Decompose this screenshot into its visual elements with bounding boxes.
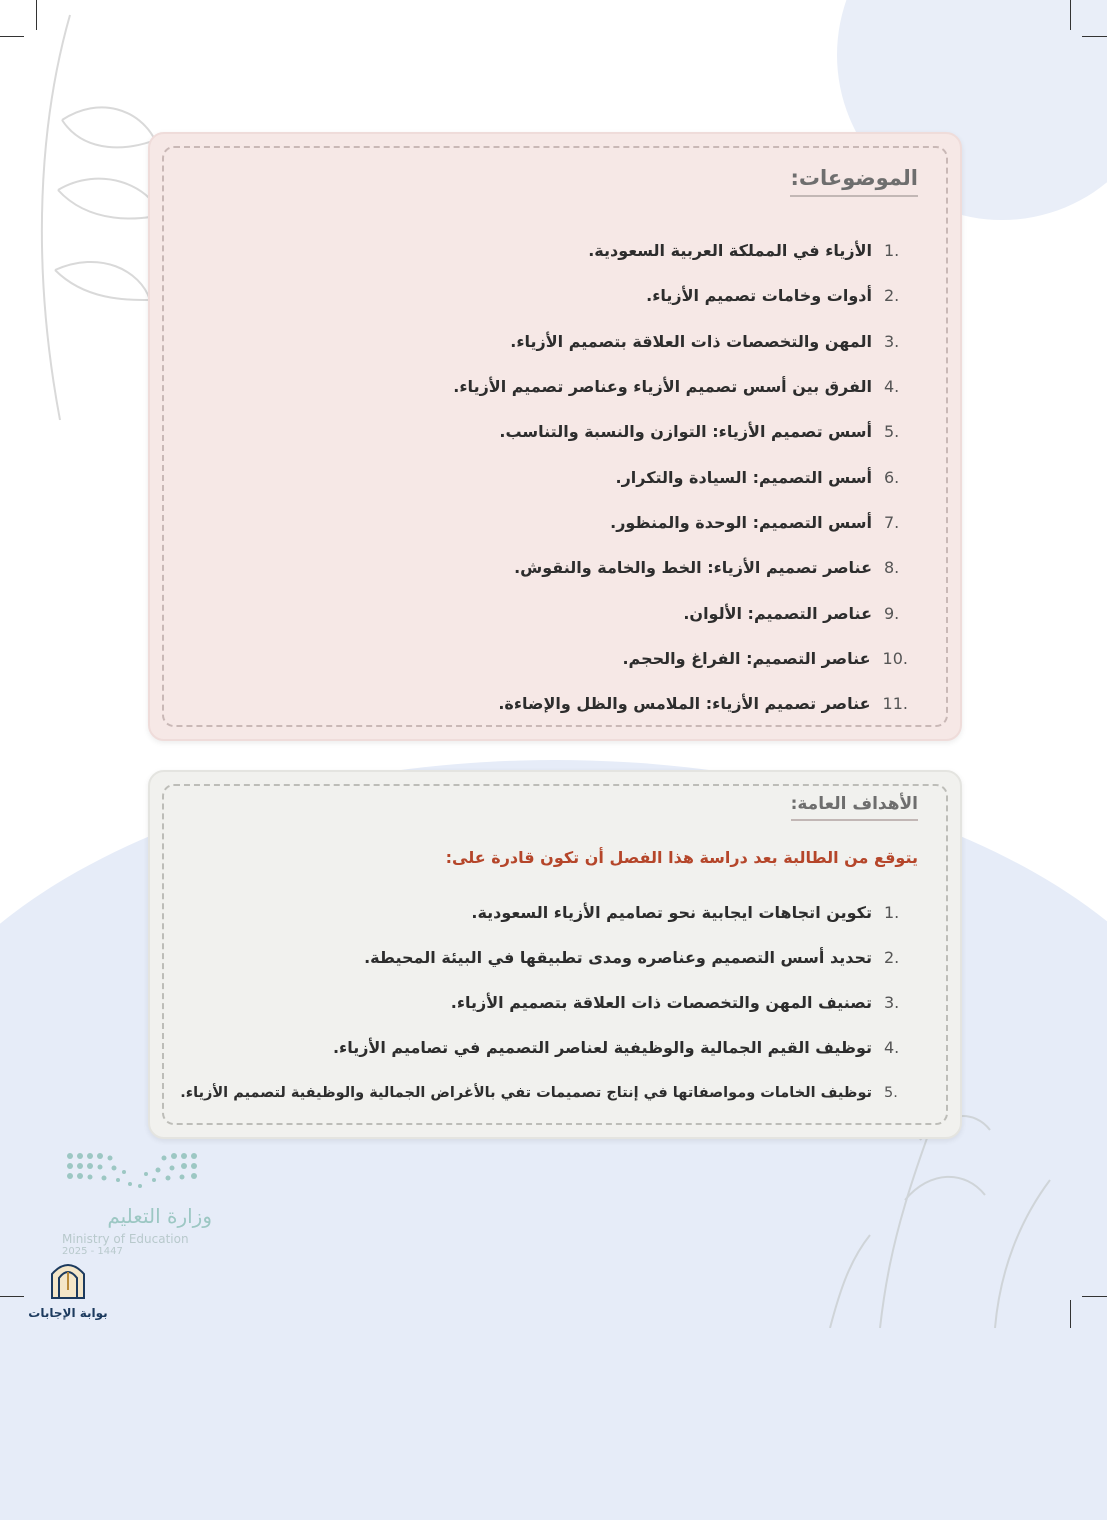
item-text: عناصر تصميم الأزياء: الخط والخامة والنقوش. bbox=[514, 558, 872, 578]
item-text: الفرق بين أسس تصميم الأزياء وعناصر تصميم الأزياء. bbox=[453, 377, 872, 397]
crop-mark bbox=[36, 0, 37, 30]
item-number: 3. bbox=[884, 993, 900, 1012]
item-text: عناصر التصميم: الألوان. bbox=[683, 603, 872, 623]
item-text: أسس التصميم: الوحدة والمنظور. bbox=[610, 512, 872, 532]
watermark-label: بوابة الإجابات bbox=[28, 1306, 108, 1320]
item-number: 5. bbox=[884, 422, 900, 442]
ministry-dots-icon bbox=[62, 1150, 202, 1194]
topics-item bbox=[453, 228, 908, 273]
item-number: 4. bbox=[884, 377, 900, 397]
topics-item bbox=[453, 500, 908, 545]
crop-mark bbox=[1070, 1300, 1071, 1328]
ministry-year: 2025 - 1447 bbox=[62, 1246, 123, 1257]
crop-mark bbox=[1082, 36, 1107, 37]
item-text: عناصر التصميم: الفراغ والحجم. bbox=[622, 648, 871, 668]
topics-heading: الموضوعات: bbox=[790, 166, 918, 197]
item-number: 5. bbox=[884, 1084, 898, 1101]
item-text: توظيف الخامات ومواصفاتها في إنتاج تصميمات تفي بالأغراض الجمالية والوظيفية لتصميم الأزياء. bbox=[180, 1084, 872, 1101]
topics-item bbox=[453, 636, 908, 681]
topics-item bbox=[453, 409, 908, 454]
goals-item bbox=[180, 890, 908, 935]
item-text: الأزياء في المملكة العربية السعودية. bbox=[588, 241, 872, 261]
topics-item bbox=[453, 590, 908, 635]
topics-item bbox=[453, 681, 908, 726]
crop-mark bbox=[0, 1296, 24, 1297]
item-number: 3. bbox=[884, 331, 900, 351]
topics-item bbox=[453, 364, 908, 409]
item-number: 9. bbox=[884, 603, 900, 623]
goals-list bbox=[180, 890, 908, 1115]
item-number: 2. bbox=[884, 948, 900, 967]
item-number: 8. bbox=[884, 558, 900, 578]
ministry-arabic: وزارة التعليم bbox=[107, 1204, 212, 1228]
item-text: عناصر تصميم الأزياء: الملامس والظل والإضاءة. bbox=[498, 694, 871, 714]
item-number: 1. bbox=[884, 903, 900, 922]
goals-item bbox=[180, 1070, 908, 1115]
topics-item bbox=[453, 545, 908, 590]
topics-list bbox=[453, 228, 908, 726]
ministry-logo bbox=[62, 1150, 212, 1257]
goals-item bbox=[180, 1025, 908, 1070]
item-text: توظيف القيم الجمالية والوظيفية لعناصر التصميم في تصاميم الأزياء. bbox=[332, 1038, 872, 1057]
item-number: 10. bbox=[882, 648, 908, 668]
item-number: 1. bbox=[884, 241, 900, 261]
item-number: 4. bbox=[884, 1038, 900, 1057]
item-text: تحديد أسس التصميم وعناصره ومدى تطبيقها في البيئة المحيطة. bbox=[364, 948, 872, 967]
topics-item bbox=[453, 319, 908, 364]
item-number: 11. bbox=[882, 694, 908, 714]
crop-mark bbox=[1070, 0, 1071, 30]
item-number: 6. bbox=[884, 467, 900, 487]
topics-item bbox=[453, 273, 908, 318]
item-text: أدوات وخامات تصميم الأزياء. bbox=[646, 286, 872, 306]
crop-mark bbox=[0, 36, 24, 37]
item-text: أسس التصميم: السيادة والتكرار. bbox=[615, 467, 872, 487]
watermark bbox=[28, 1256, 108, 1320]
goals-panel bbox=[148, 770, 962, 1139]
topics-item bbox=[453, 454, 908, 499]
item-text: تكوين اتجاهات ايجابية نحو تصاميم الأزياء السعودية. bbox=[471, 903, 872, 922]
item-text: تصنيف المهن والتخصصات ذات العلاقة بتصميم الأزياء. bbox=[450, 993, 872, 1012]
topics-panel bbox=[148, 132, 962, 741]
crop-mark bbox=[1082, 1296, 1107, 1297]
item-text: المهن والتخصصات ذات العلاقة بتصميم الأزياء. bbox=[510, 331, 872, 351]
goals-intro: يتوقع من الطالبة بعد دراسة هذا الفصل أن تكون قادرة على: bbox=[445, 848, 918, 867]
goals-item bbox=[180, 935, 908, 980]
item-text: أسس تصميم الأزياء: التوازن والنسبة والتناسب. bbox=[499, 422, 872, 442]
gate-icon bbox=[46, 1256, 90, 1300]
ministry-english: Ministry of Education bbox=[62, 1232, 189, 1246]
item-number: 2. bbox=[884, 286, 900, 306]
item-number: 7. bbox=[884, 512, 900, 532]
goals-heading: الأهداف العامة: bbox=[791, 794, 918, 821]
goals-item bbox=[180, 980, 908, 1025]
